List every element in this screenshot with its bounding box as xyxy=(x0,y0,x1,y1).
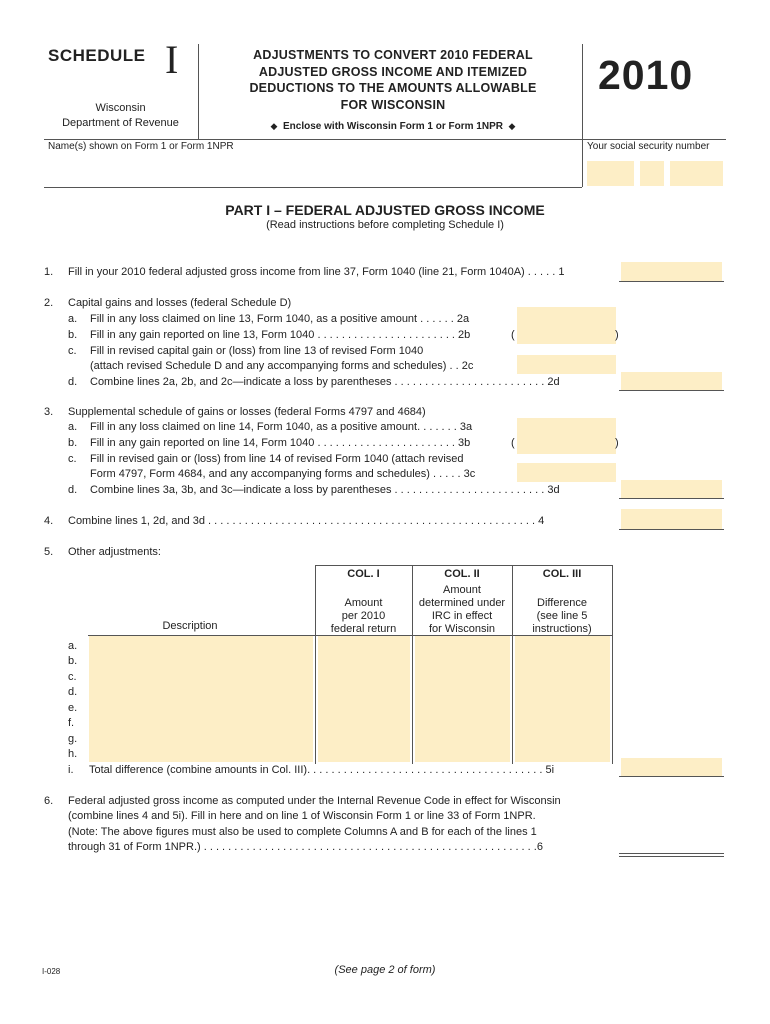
names-bottom-rule xyxy=(44,187,582,188)
line-6-input[interactable] xyxy=(621,836,722,853)
col3-title: COL. III xyxy=(542,568,582,580)
line-5i-rule xyxy=(619,776,724,777)
agency-dept: Department of Revenue xyxy=(62,117,179,129)
title-line-2: ADJUSTED GROSS INCOME AND ITEMIZED xyxy=(258,64,528,79)
col1-sub-1: Amount xyxy=(344,597,383,609)
schedule-label: SCHEDULE xyxy=(48,46,146,65)
col2-sub-3: IRC in effect xyxy=(431,610,493,622)
col1-title: COL. I xyxy=(347,568,380,580)
table-col2-input[interactable] xyxy=(415,636,510,762)
line-5-num: 5. xyxy=(44,546,54,558)
line-2-num: 2. xyxy=(44,297,54,309)
tax-year: 2010 xyxy=(598,52,694,98)
ssn-input-part2[interactable] xyxy=(640,161,664,186)
title-line-4: FOR WISCONSIN xyxy=(340,97,446,112)
line-2d-letter: d. xyxy=(68,376,78,388)
line-2d-input[interactable] xyxy=(621,372,722,390)
header-bottom-rule xyxy=(44,139,726,140)
description-header: Description xyxy=(162,620,218,632)
line-6-num: 6. xyxy=(44,795,54,807)
line-4-rule xyxy=(619,529,724,530)
line-6-text-4: through 31 of Form 1NPR.) . . . . . . . . . . . . . . . . . . . . . . . . . . . . . . . . . . . . . . . . . . . . . . . . . . . . . . .6 xyxy=(68,841,543,853)
row-letter-e: e. xyxy=(68,702,78,714)
line-3b-close-paren: ) xyxy=(615,437,619,449)
line-4-text: Combine lines 1, 2d, and 3d . . . . . . . . . . . . . . . . . . . . . . . . . . . . . . . . . . . . . . . . . . . . . . . . . . . . . . 4 xyxy=(68,515,545,527)
line-1-rule xyxy=(619,281,724,282)
title-line-3: DEDUCTIONS TO THE AMOUNTS ALLOWABLE xyxy=(249,81,537,95)
table-description-input[interactable] xyxy=(89,636,313,762)
agency-state: Wisconsin xyxy=(95,102,146,114)
col3-sub-2: (see line 5 xyxy=(536,610,588,622)
col2-sub-4: for Wisconsin xyxy=(428,623,496,635)
line-3a-input[interactable] xyxy=(517,418,616,436)
line-3b-text: Fill in any gain reported on line 14, Form 1040 . . . . . . . . . . . . . . . . . . . . . . . 3b xyxy=(90,437,471,449)
line-3d-letter: d. xyxy=(68,484,78,496)
col2-title: COL. II xyxy=(444,568,480,580)
header-divider-left xyxy=(198,44,199,139)
ssn-input-part1[interactable] xyxy=(587,161,634,186)
line-3c-text-2: Form 4797, Form 4684, and any accompanying forms and schedules) . . . . . 3c xyxy=(90,468,476,480)
line-2d-text: Combine lines 2a, 2b, and 2c—indicate a loss by parentheses . . . . . . . . . . . . . . . . . . . . . . . . . 2d xyxy=(90,376,560,388)
line-5i-letter: i. xyxy=(68,764,74,776)
table-col3-input[interactable] xyxy=(515,636,610,762)
line-3d-input[interactable] xyxy=(621,480,722,498)
enclose-text: Enclose with Wisconsin Form 1 or Form 1NPR xyxy=(283,121,503,132)
line-2c-text-2: (attach revised Schedule D and any accompanying forms and schedules) . . 2c xyxy=(90,360,474,372)
row-letter-a: a. xyxy=(68,640,78,652)
line-1-input[interactable] xyxy=(621,262,722,281)
col2-sub-2: determined under xyxy=(418,597,506,609)
col2-header xyxy=(412,568,512,636)
line-6-text-3: (Note: The above figures must also be used to complete Columns A and B for each of the lines 1 xyxy=(68,826,537,838)
form-title xyxy=(208,47,578,113)
line-2b-close-paren: ) xyxy=(615,329,619,341)
line-2c-text-1: Fill in revised capital gain or (loss) from line 13 of revised Form 1040 xyxy=(90,345,424,357)
line-3d-text: Combine lines 3a, 3b, and 3c—indicate a loss by parentheses . . . . . . . . . . . . . . . . . . . . . . . . . 3d xyxy=(90,484,560,496)
line-2a-text: Fill in any loss claimed on line 13, Form 1040, as a positive amount . . . . . . 2a xyxy=(90,313,470,325)
part1-title: PART I – FEDERAL ADJUSTED GROSS INCOME xyxy=(225,202,545,218)
col1-sub-3: federal return xyxy=(330,623,397,635)
line-2a-letter: a. xyxy=(68,313,78,325)
form-id: I-028 xyxy=(42,967,61,976)
line-3b-input[interactable] xyxy=(517,436,616,454)
ssn-label: Your social security number xyxy=(587,141,710,152)
table-top-rule xyxy=(315,565,613,566)
line-1-num: 1. xyxy=(44,266,54,278)
col2-sub-1: Amount xyxy=(443,584,481,596)
col3-sub-1: Difference xyxy=(537,597,587,609)
line-2b-text: Fill in any gain reported on line 13, Form 1040 . . . . . . . . . . . . . . . . . . . . . . . 2b xyxy=(90,329,471,341)
row-letter-c: c. xyxy=(68,671,77,683)
row-letter-b: b. xyxy=(68,655,78,667)
line-3a-text: Fill in any loss claimed on line 14, Form 1040, as a positive amount. . . . . . . 3a xyxy=(90,421,473,433)
line-3c-input[interactable] xyxy=(517,463,616,482)
line-2b-input[interactable] xyxy=(517,326,616,344)
line-2c-input[interactable] xyxy=(517,355,616,374)
line-6-text-1: Federal adjusted gross income as computed under the Internal Revenue Code in effect for Wisconsin xyxy=(68,795,561,807)
line-3d-rule xyxy=(619,498,724,499)
names-label: Name(s) shown on Form 1 or Form 1NPR xyxy=(48,141,234,152)
line-4-input[interactable] xyxy=(621,509,722,529)
table-divider-3 xyxy=(612,565,613,764)
line-6-rule-2 xyxy=(619,856,724,857)
line-2b-letter: b. xyxy=(68,329,78,341)
schedule-letter: I xyxy=(165,37,179,82)
enclose-note xyxy=(208,121,578,132)
header-divider-right xyxy=(582,44,583,187)
line-3-text: Supplemental schedule of gains or losses (federal Forms 4797 and 4684) xyxy=(68,406,426,418)
line-3b-letter: b. xyxy=(68,437,78,449)
line-5-text: Other adjustments: xyxy=(68,546,161,558)
line-3b-open-paren: ( xyxy=(511,437,515,449)
line-5i-text: Total difference (combine amounts in Col. III). . . . . . . . . . . . . . . . . . . . . . . . . . . . . . . . . . . . . . . 5i xyxy=(89,764,555,776)
col3-sub-3: instructions) xyxy=(532,623,592,635)
col3-header xyxy=(512,568,612,636)
line-3c-text-1: Fill in revised gain or (loss) from line 14 of revised Form 1040 (attach revised xyxy=(90,453,464,465)
col1-sub-2: per 2010 xyxy=(341,610,386,622)
line-3c-letter: c. xyxy=(68,453,77,465)
ssn-input-part3[interactable] xyxy=(670,161,723,186)
line-2c-letter: c. xyxy=(68,345,77,357)
line-3-num: 3. xyxy=(44,406,54,418)
name-input[interactable] xyxy=(46,156,578,186)
row-letter-f: f. xyxy=(68,717,75,729)
row-letter-g: g. xyxy=(68,733,78,745)
line-6-rule-1 xyxy=(619,853,724,854)
see-page-note: (See page 2 of form) xyxy=(334,964,436,976)
part1-subtitle: (Read instructions before completing Schedule I) xyxy=(266,219,504,231)
row-letter-d: d. xyxy=(68,686,78,698)
line-5i-input[interactable] xyxy=(621,758,722,776)
line-2-text: Capital gains and losses (federal Schedule D) xyxy=(68,297,292,309)
line-4-num: 4. xyxy=(44,515,54,527)
col1-header xyxy=(315,568,412,636)
table-col1-input[interactable] xyxy=(318,636,410,762)
line-6-text-2: (combine lines 4 and 5i). Fill in here and on line 1 of Wisconsin Form 1 or line 33 of Form 1NPR. xyxy=(68,810,536,822)
diamond-left-icon: ◆ xyxy=(270,121,278,131)
line-2a-input[interactable] xyxy=(517,307,616,326)
row-letter-h: h. xyxy=(68,748,78,760)
diamond-right-icon: ◆ xyxy=(508,121,516,131)
line-2b-open-paren: ( xyxy=(511,329,515,341)
line-2d-rule xyxy=(619,390,724,391)
line-1-text: Fill in your 2010 federal adjusted gross income from line 37, Form 1040 (line 21, Form 1040A) . . . . . 1 xyxy=(68,266,565,278)
line-3a-letter: a. xyxy=(68,421,78,433)
title-line-1: ADJUSTMENTS TO CONVERT 2010 FEDERAL xyxy=(253,48,533,62)
